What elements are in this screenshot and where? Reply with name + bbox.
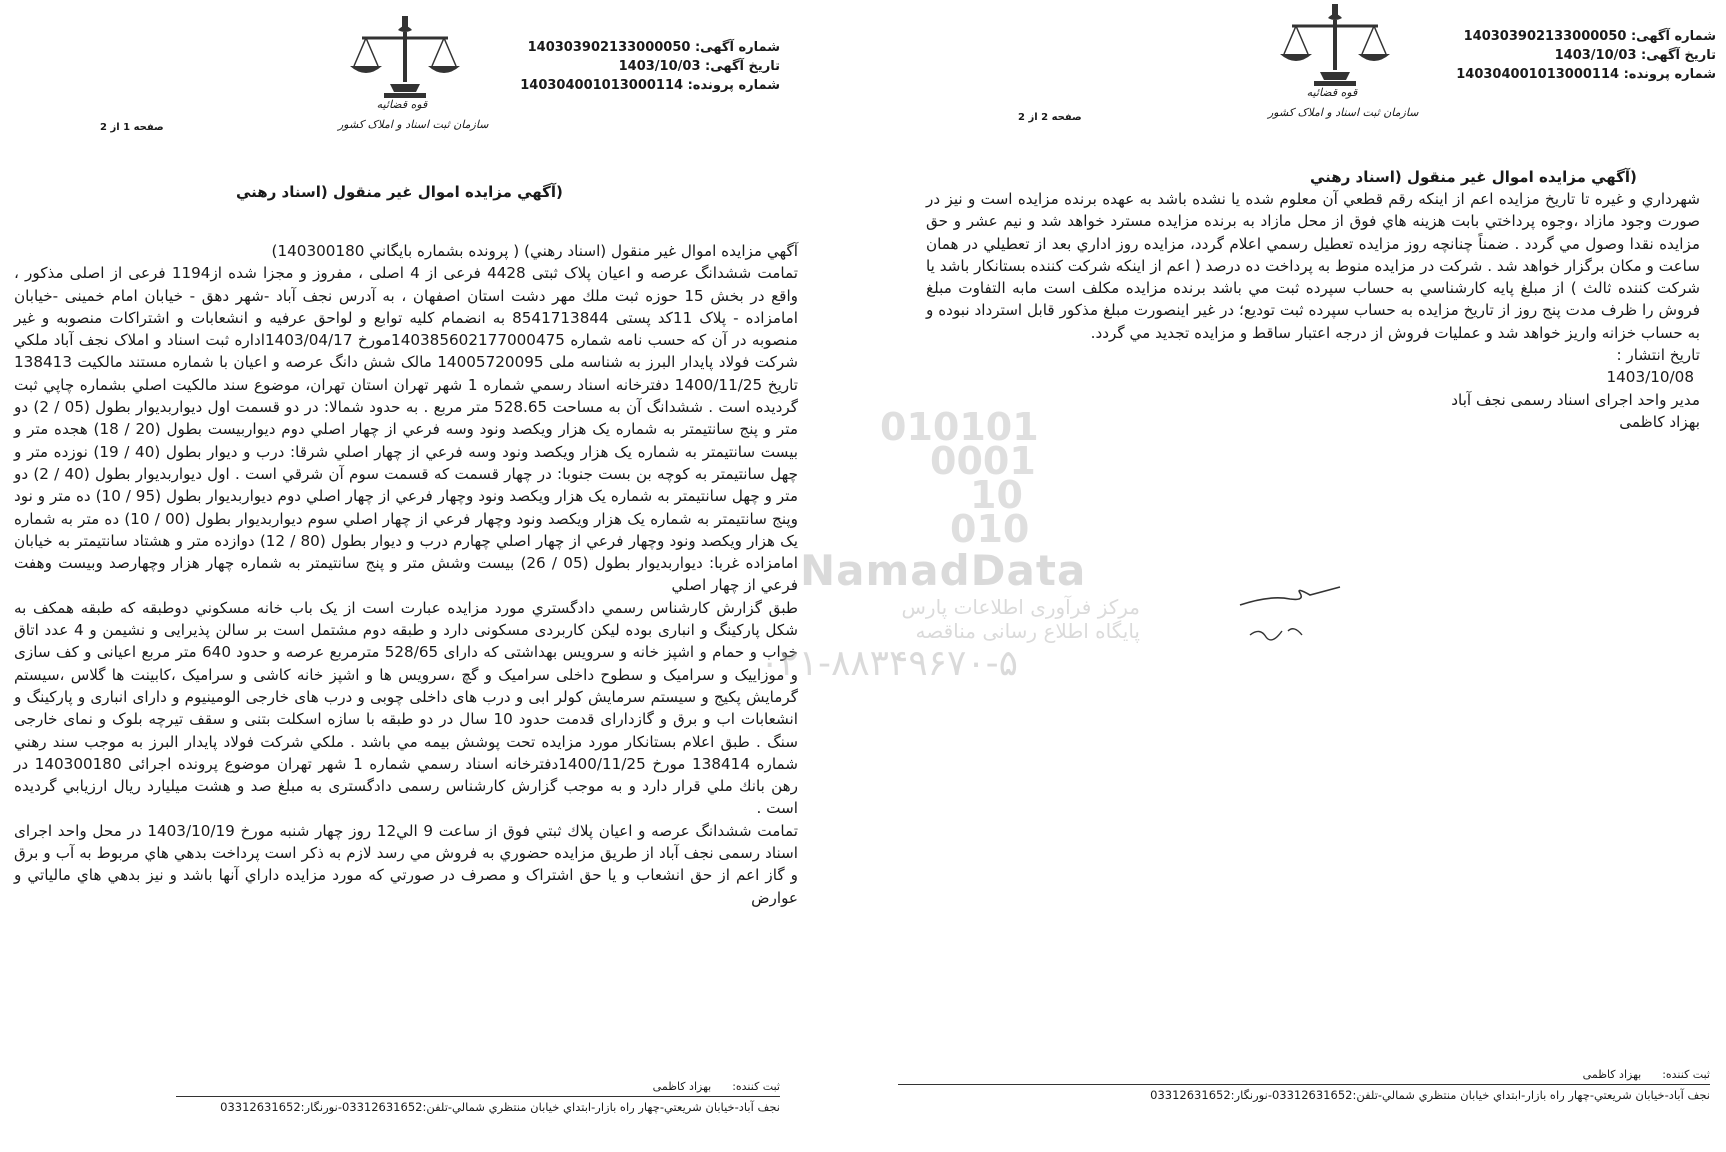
footer-address: نجف آباد-خيابان شريعتي-چهار راه بازار-ابتداي خيابان منتظري شمالي-تلفن:03312631652-نورنگار:03312631652 <box>1150 1088 1710 1102</box>
watermark-digits: 010 <box>950 507 1030 551</box>
watermark-digits: 10 <box>970 473 1023 517</box>
publish-date-value: 1403/10/08 <box>1606 368 1694 387</box>
notice-number-value: 140303902133000050 <box>527 40 691 55</box>
watermark-phone: ۰۲۱-۸۸۳۴۹۶۷۰-۵ <box>760 643 1019 684</box>
official-name: بهزاد کاظمی <box>1619 412 1700 431</box>
file-number-value: 140304001013000114 <box>520 78 684 93</box>
notice-date-label: تاریخ آگهی: <box>1641 48 1716 63</box>
file-number-row <box>520 76 780 95</box>
handwritten-signature <box>1230 565 1370 659</box>
notice-date-row <box>1446 46 1716 65</box>
notice-number-label: شماره آگهی: <box>694 40 780 55</box>
official-title: مدير واحد اجراى اسناد رسمى نجف آباد <box>1451 390 1700 409</box>
registrar-name: بهزاد کاظمی <box>1582 1068 1642 1081</box>
emblem-caption-bottom: سازمان ثبت اسناد و املاک کشور <box>1268 106 1419 119</box>
footer-divider <box>898 1084 1710 1085</box>
notice-number-row <box>1446 27 1716 46</box>
footer-address: نجف آباد-خيابان شريعتي-چهار راه بازار-ابتداي خيابان منتظري شمالي-تلفن:03312631652-نورنگار:03312631652 <box>220 1100 780 1114</box>
publish-date-value-row <box>926 366 1700 388</box>
page-title: (آگهي مزايده اموال غير منقول (اسناد رهني <box>236 183 563 201</box>
scales-of-justice-icon <box>1270 2 1400 92</box>
notice-date-row <box>540 57 780 76</box>
page-number-label: صفحه 1 از 2 <box>100 122 164 133</box>
watermark-digits: 0001 <box>930 439 1036 483</box>
body-paragraph: طبق گزارش كارشناس رسمي دادگستري مورد مزايده عبارت است از يک باب خانه مسكوني دوطبقه كه طبقه همكف به شكل پاركينگ و انباری بوده لیکن کاربردی مسکونی دارد و طبقه دوم مشتمل است بر سالن پذیرایی و نشیمن و 4 عدد اتاق خواب و حمام و اشپز خانه و سرویس بهداشتی كه دارای 528/65 مترمربع عرصه و حدود 640 متر مربع اعیانی و كف سازی و موزاییک و سرامیک و سطوح داخلی سرامیک و گچ ،سرویس ها و اشپز خانه كاشی و سرامیک ،كابینت ها گلاس ،سیستم گرمایش پكیج و سیستم سرمایش كولر ابی و درب های داخلی چوبی و درب های خارجی الومینیوم و دارای انباری و پاركینگ و انشعابات اب و برق و گازدارای قدمت حدود 10 سال در دو طبقه با سازه اسكلت بتنی و سقف تیرچه بلوک و نمای خارجی سنگ . طبق اعلام بستانكار مورد مزايده تحت پوشش بيمه مي باشد . ملکي شرکت فولاد پايدار البرز به موجب سند رهني شماره 138414 مورخ 1400/11/25دفترخانه اسناد رسمي شماره 1 شهر تهران موضوع پرونده اجرائی 140300180 در رهن بانك ملي قرار دارد و به موجب گزارش کارشناس رسمی دادگستری به مبلغ صد و هشت میلیارد ريال ارزيابي گرديده است . <box>14 598 798 818</box>
page-number-label: صفحه 2 از 2 <box>1018 112 1082 123</box>
page-two <box>880 0 1726 1152</box>
notice-header-info <box>1446 27 1716 84</box>
notice-date-value: 1403/10/03 <box>618 59 701 74</box>
watermark-line: مرکز فرآوری اطلاعات پارس <box>901 595 1140 619</box>
judiciary-emblem <box>340 14 490 139</box>
page-title: (آگهي مزايده اموال غير منقول (اسناد رهني <box>1310 168 1637 186</box>
notice-number-row <box>527 38 780 57</box>
notice-header-info <box>520 38 780 95</box>
watermark-line: پایگاه اطلاع رسانی مناقصه <box>915 619 1140 643</box>
file-number-value: 140304001013000114 <box>1456 67 1620 82</box>
registrar-row <box>176 1080 780 1093</box>
watermark-brand: NamadData <box>800 546 1087 595</box>
emblem-caption-top: قوه قضائیه <box>1306 86 1358 99</box>
footer-divider <box>176 1096 780 1097</box>
scales-of-justice-icon <box>340 14 470 104</box>
registrar-label: ثبت کننده: <box>732 1080 780 1093</box>
registrar-row <box>898 1068 1710 1081</box>
notice-date-value: 1403/10/03 <box>1554 48 1637 63</box>
file-number-label: شماره پرونده: <box>687 78 780 93</box>
body-paragraph: شهرداري و غيره تا تاريخ مزايده اعم از اينكه رقم قطعي آن معلوم شده يا نشده باشد به عهده برنده مزايده است و نيز در صورت وجود مازاد ،وجوه پرداختي بابت هزينه هاي فوق از محل مازاد به برنده مزايده مسترد خواهد شد و نيم عشر و حق مزايده نقدا وصول مي گردد . ضمناً چنانچه روز مزايده تعطيل رسمي اعلام گردد، مزايده روز اداري بعد از تعطيلي در همان ساعت و مكان برگزار خواهد شد . شرکت در مزايده منوط به پرداخت ده درصد ( اعم از اينکه شرکت کننده بستانکار باشد يا شرکت کننده ثالث ) از مبلغ پايه کارشناسي به حساب سپرده ثبت مي باشد برنده مزايده مكلف است مابه التفاوت مبلغ فروش را ظرف مدت پنج روز از تاريخ مزايده به حساب سپرده ثبت توديع؛ در غير اينصورت مبلغ مذكور قابل استرداد نبوده و به حساب خزانه واريز خواهد شد و عمليات فروش از درجه اعتبار ساقط و مزايده تجديد مي گردد. <box>926 190 1700 342</box>
emblem-caption-bottom: سازمان ثبت اسناد و املاک کشور <box>338 118 489 131</box>
notice-body <box>14 240 798 909</box>
notice-body <box>926 188 1700 433</box>
watermark-digits: 010101 <box>880 405 1039 449</box>
signature-scribble <box>1230 565 1370 655</box>
judiciary-emblem <box>1270 2 1420 127</box>
page-footer <box>176 1080 780 1114</box>
file-number-label: شماره پرونده: <box>1623 67 1716 82</box>
page-footer <box>898 1068 1710 1102</box>
publish-date-label: تاريخ انتشار : <box>1616 346 1700 365</box>
body-paragraph: تمامت ششدانگ عرصه و اعيان پلاك ثبتي فوق از ساعت 9 الي12 روز چهار شنبه مورخ 1403/10/19 در محل واحد اجرای اسناد رسمی نجف آباد از طريق مزايده حضوري به فروش مي رسد لازم به ذكر است پرداخت بدهي هاي مربوط به آب و برق و گاز اعم از حق انشعاب و يا حق اشتراک و مصرف در صورتي كه مورد مزايده داراي آنها باشد و نيز بدهي هاي مالياتي و عوارض <box>14 821 798 907</box>
notice-date-label: تاریخ آگهی: <box>705 59 780 74</box>
file-number-row <box>1446 65 1716 84</box>
notice-number-value: 140303902133000050 <box>1463 29 1627 44</box>
registrar-name: بهزاد کاظمی <box>652 1080 712 1093</box>
registrar-label: ثبت کننده: <box>1662 1068 1710 1081</box>
publish-date-row <box>926 344 1700 366</box>
body-paragraph: تمامت ششدانگ عرصه و اعیان پلاک ثبتی 4428 فرعی از 4 اصلی ، مفروز و مجزا شده از1194 فرعی از اصلی مذکور ، واقع در بخش 15 حوزه ثبت ملك مهر دشت استان اصفهان ، به آدرس نجف آباد -شهر دهق - خیابان امام خمینی -خیابان امامزاده - پلاک 11کد پستی 8541713844 به انضمام کلیه توابع و لواحق عرفیه و انشعابات و اشتراکات منصوبه و غیر منصوبه در آن که حسب نامه شماره 140385602177000475مورخ 1403/04/17اداره ثبت اسناد و املاک نجف آباد ملکي شرکت فولاد پايدار البرز به شناسه ملی 14005720095 مالک شش دانگ عرصه و اعيان با شماره مستند مالکیت 138413 تاريخ 1400/11/25 دفترخانه اسناد رسمي شماره 1 شهر تهران استان تهران، موضوع سند مالكيت اصلي بشماره چاپي ثبت گرديده است . ششدانگ آن به مساحت 528.65 متر مربع . به حدود شمالا: در دو قسمت اول ديواربديوار بطول (05 / 2) دو متر و پنج سانتيمتر به شماره يک هزار ويکصد ونود وسه فرعي از چهار اصلي دوم ديواربيست بطول (20 / 18) هجده متر و بيست سانتيمتر به شماره يک هزار ويکصد ونود وسه فرعي از چهار اصلي شرقا: درب و ديوار بطول (40 / 19) نوزده متر و چهل سانتيمتر به كوچه بن بست جنوبا: در چهار قسمت كه قسمت سوم آن شرقي است . اول ديواربديوار بطول (40 / 2) دو متر و چهل سانتيمتر به شماره يک هزار ويکصد ونود وچهار فرعي از چهار اصلي دوم ديواربديوار بطول (95 / 10) ده متر و نود وپنج سانتيمتر به شماره يک هزار ويکصد ونود وچهار فرعي از چهار اصلي سوم ديواربديوار بطول (00 / 10) ده متر به شماره يک هزار ويکصد ونود وچهار فرعي از چهار اصلي چهارم درب و ديوار بطول (80 / 12) دوازده متر و هشتاد سانتيمتر به خيابان امامزاده غربا: ديواربديوار بطول (05 / 26) بيست وشش متر و پنج سانتيمتر به شماره چهار هزار وچهارصد وبيست وهفت فرعي از چهار اصلي <box>14 264 799 595</box>
emblem-caption-top: قوه قضائیه <box>376 98 428 111</box>
body-paragraph: آگهي مزايده اموال غير منقول (اسناد رهني) ( پرونده بشماره بايگاني 140300180) <box>271 242 798 260</box>
notice-number-label: شماره آگهی: <box>1630 29 1716 44</box>
